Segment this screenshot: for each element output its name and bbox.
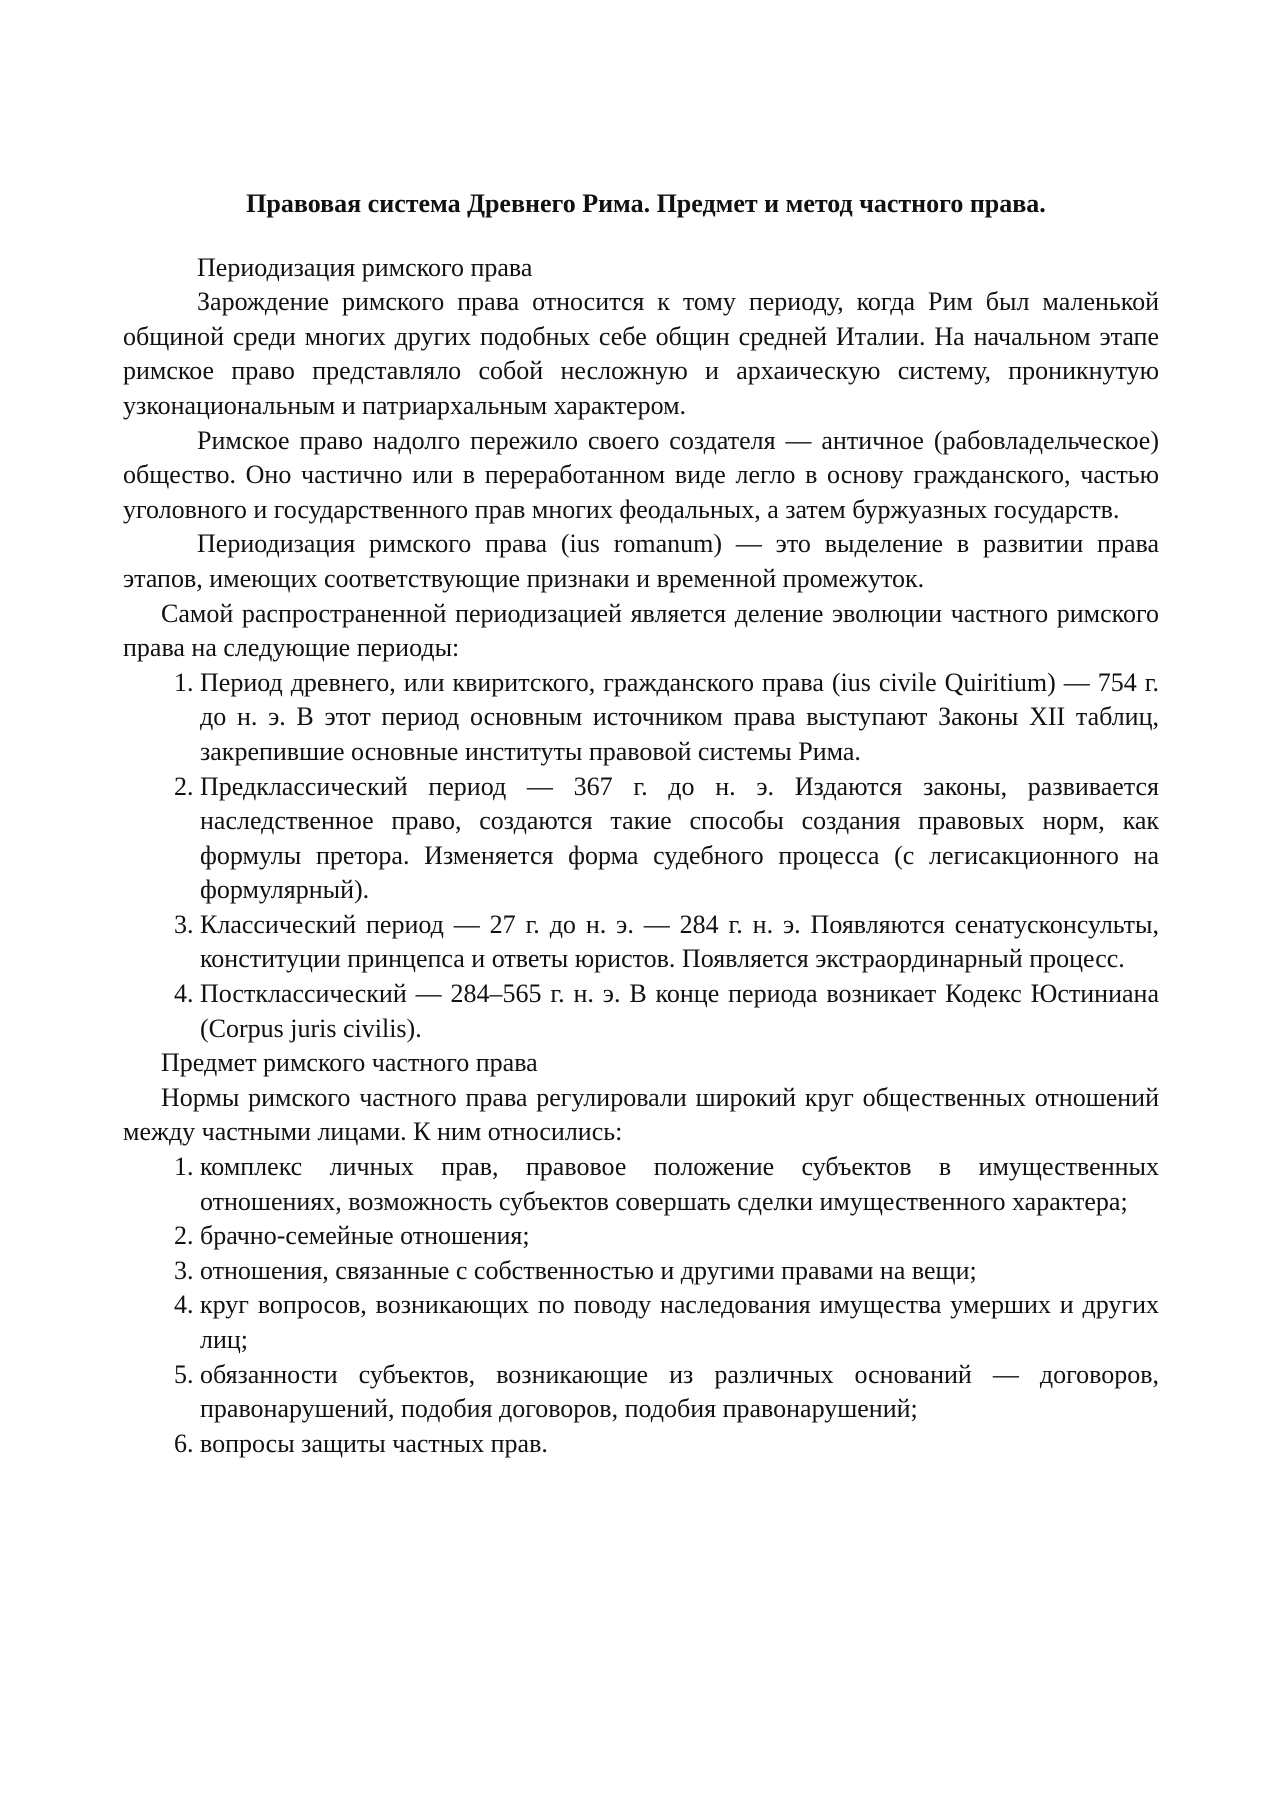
section-heading-subject: Предмет римского частного права (161, 1048, 538, 1078)
document-title: Правовая система Древнего Рима. Предмет и метод частного права. (246, 189, 1046, 218)
list-item: 4. Постклассический — 284–565 г. н. э. В конце периода возникает Кодекс Юстиниана (Corpus juris civilis). (200, 977, 1159, 1046)
paragraph: Самой распространенной периодизацией является деление эволюции частного римского права на следующие периоды: (123, 598, 1159, 663)
periods-list (123, 666, 1159, 1047)
paragraph: Зарождение римского права относится к тому периоду, когда Рим был маленькой общиной среди многих других подобных себе общин средней Италии. На начальном этапе римское право представляло собой несложную и архаическую систему, проникнутую узконациональным и патриархальным характером. (123, 287, 1159, 420)
list-item: 2. брачно-семейные отношения; (200, 1219, 1159, 1254)
section-heading-periodization: Периодизация римского права (197, 252, 533, 282)
list-item: 3. Классический период — 27 г. до н. э. — 284 г. н. э. Появляются сенатусконсульты, конституции принцепса и ответы юристов. Появляется экстраординарный процесс. (200, 908, 1159, 977)
list-item: 4. круг вопросов, возникающих по поводу наследования имущества умерших и других лиц; (200, 1288, 1159, 1357)
list-item: 1. Период древнего, или квиритского, гражданского права (ius civile Quiritium) — 754 г. до н. э. В этот период основным источником права выступают Законы XII таблиц, закрепившие основные институты правовой системы Рима. (200, 666, 1159, 770)
paragraph: Периодизация римского права (ius romanum) — это выделение в развитии права этапов, имеющих соответствующие признаки и временной промежуток. (123, 529, 1159, 593)
list-item: 2. Предклассический период — 367 г. до н. э. Издаются законы, развивается наследственное право, создаются такие способы создания правовых норм, как формулы претора. Изменяется форма судебного процесса (с легисакционного на формулярный). (200, 770, 1159, 908)
list-item: 3. отношения, связанные с собственностью и другими правами на вещи; (200, 1254, 1159, 1289)
subject-list (123, 1150, 1159, 1461)
paragraph: Нормы римского частного права регулировали широкий круг общественных отношений между частными лицами. К ним относились: (123, 1082, 1159, 1147)
list-item: 1. комплекс личных прав, правовое положение субъектов в имущественных отношениях, возможность субъектов совершать сделки имущественного характера; (200, 1150, 1159, 1219)
list-item: 5. обязанности субъектов, возникающие из различных оснований — договоров, правонарушений, подобия договоров, подобия правонарушений; (200, 1358, 1159, 1427)
list-item: 6. вопросы защиты частных прав. (200, 1427, 1159, 1462)
paragraph: Римское право надолго пережило своего создателя — античное (рабовладельческое) общество. Оно частично или в переработанном виде легло в основу гражданского, частью уголовного и государственного прав многих феодальных, а затем буржуазных государств. (123, 425, 1159, 524)
document-body (123, 187, 1159, 1461)
